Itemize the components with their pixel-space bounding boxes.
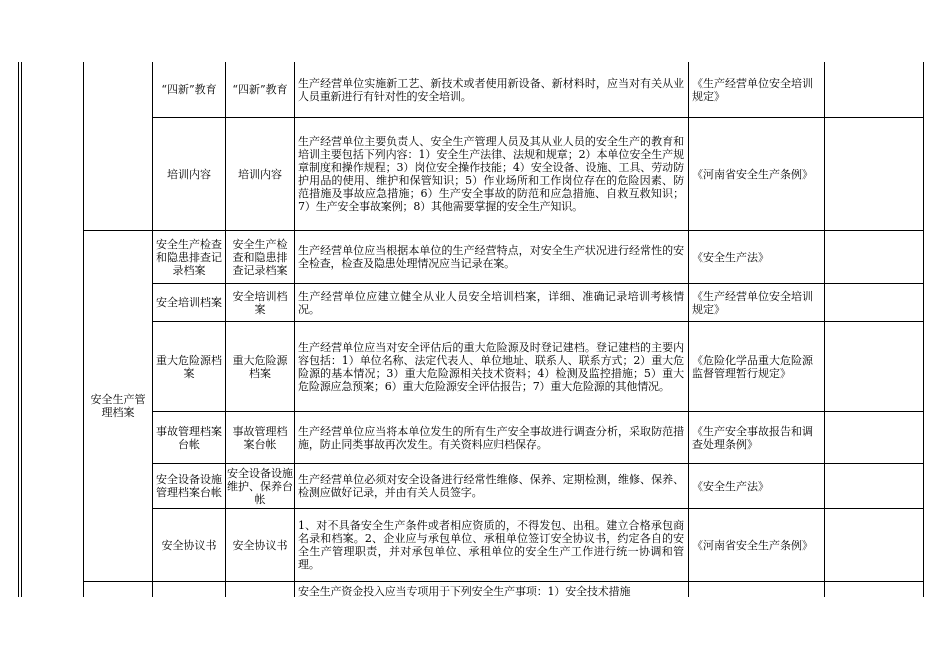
content-cell: “四新”教育 — [232, 83, 288, 96]
item-cell: 安全设备设施管理档案台帐 — [156, 473, 222, 499]
grid-line — [824, 62, 825, 597]
basis-cell: 《安全生产法》 — [692, 479, 769, 493]
basis-cell: 《危险化学品重大危险源监督管理暂行规定》 — [692, 353, 813, 380]
requirement-cell: 生产经营单位主要负责人、安全生产管理人员及其从业人员的安全生产的教育和培训主要包括下列内容：1）安全生产法律、法规和规章；2）本单位安全生产规章制度和操作规程；3）岗位安全操作技能；4）安全设备、设施、工具、劳动防护用品的使用、维护和保管知识；5）作业场所和工作岗位存在的危险因素、防范措施及事故应急措施；6）生产安全事故的防范和应急措施、自救互救知识；7）生产安全事故案例；8）其他需要掌握的安全生产知识。 — [298, 135, 684, 213]
requirement-cell: 生产经营单位应当对安全评估后的重大危险源及时登记建档。登记建档的主要内容包括：1）单位名称、法定代表人、单位地址、联系人、联系方式；2）重大危险源的基本情况；3）重大危险源相关技术资料；4）检测及监控措施；5）重大危险源应急预案；6）重大危险源安全评估报告；7）重大危险源的其他情况。 — [298, 340, 684, 393]
requirement-cell: 生产经营单位应当将本单位发生的所有生产安全事故进行调查分析，采取防范措施，防止同类事故再次发生。有关资料应归档保存。 — [298, 424, 684, 451]
basis-cell: 《河南省安全生产条例》 — [692, 538, 813, 552]
requirement-cell: 生产经营单位必须对安全设备进行经常性维修、保养、定期检测，维修、保养、检测应做好记录，并由有关人员签字。 — [298, 473, 684, 499]
grid-line — [83, 62, 84, 597]
basis-cell: 《安全生产法》 — [692, 250, 769, 264]
grid-line — [18, 62, 19, 597]
content-cell: 培训内容 — [238, 167, 282, 181]
requirement-cell: 生产经营单位实施新工艺、新技术或者使用新设备、新材料时，应当对有关从业人员重新进行有针对性的安全培训。 — [298, 76, 684, 103]
item-cell: 安全协议书 — [161, 538, 217, 552]
basis-cell: 《河南省安全生产条例》 — [692, 167, 813, 181]
item-cell: 培训内容 — [167, 167, 211, 181]
item-cell: 事故管理档案台帐 — [156, 424, 222, 451]
content-cell: 重大危险源档案 — [232, 353, 288, 380]
category-cell: 安全生产管理档案 — [90, 393, 146, 419]
item-cell: 安全生产检查和隐患排查记录档案 — [156, 237, 222, 277]
content-cell: 事故管理档案台帐 — [232, 424, 288, 451]
content-cell: 安全培训档案 — [232, 289, 288, 316]
item-cell: 安全培训档案 — [156, 296, 222, 309]
item-cell: “四新”教育 — [161, 83, 217, 96]
requirement-cell: 生产经营单位应建立健全从业人员安全培训档案，详细、准确记录培训考核情况。 — [298, 289, 684, 316]
grid-line — [21, 62, 22, 597]
content-cell: 安全生产检查和隐患排查记录档案 — [232, 237, 288, 277]
requirement-cell: 1、对不具备安全生产条件或者相应资质的，不得发包、出租。建立合格承包商名录和档案。2、企业应与承包单位、承租单位签订安全协议书，约定各自的安全生产管理职责，并对承包单位、承租单位的安全生产工作进行统一协调和管理。 — [298, 519, 684, 571]
basis-cell: 《生产安全事故报告和调查处理条例》 — [692, 424, 813, 451]
basis-cell: 《生产经营单位安全培训规定》 — [692, 289, 813, 316]
grid-line — [923, 62, 924, 597]
content-cell: 安全协议书 — [232, 538, 288, 552]
requirement-cell: 安全生产资金投入应当专项用于下列安全生产事项：1）安全技术措施 — [298, 585, 631, 597]
requirement-cell: 生产经营单位应当根据本单位的生产经营特点，对安全生产状况进行经常性的安全检查，检查及隐患处理情况应当记录在案。 — [298, 244, 684, 270]
basis-cell: 《生产经营单位安全培训规定》 — [692, 76, 813, 103]
item-cell: 重大危险源档案 — [156, 353, 222, 380]
content-cell: 安全设备设施维护、保养台帐 — [227, 466, 293, 506]
